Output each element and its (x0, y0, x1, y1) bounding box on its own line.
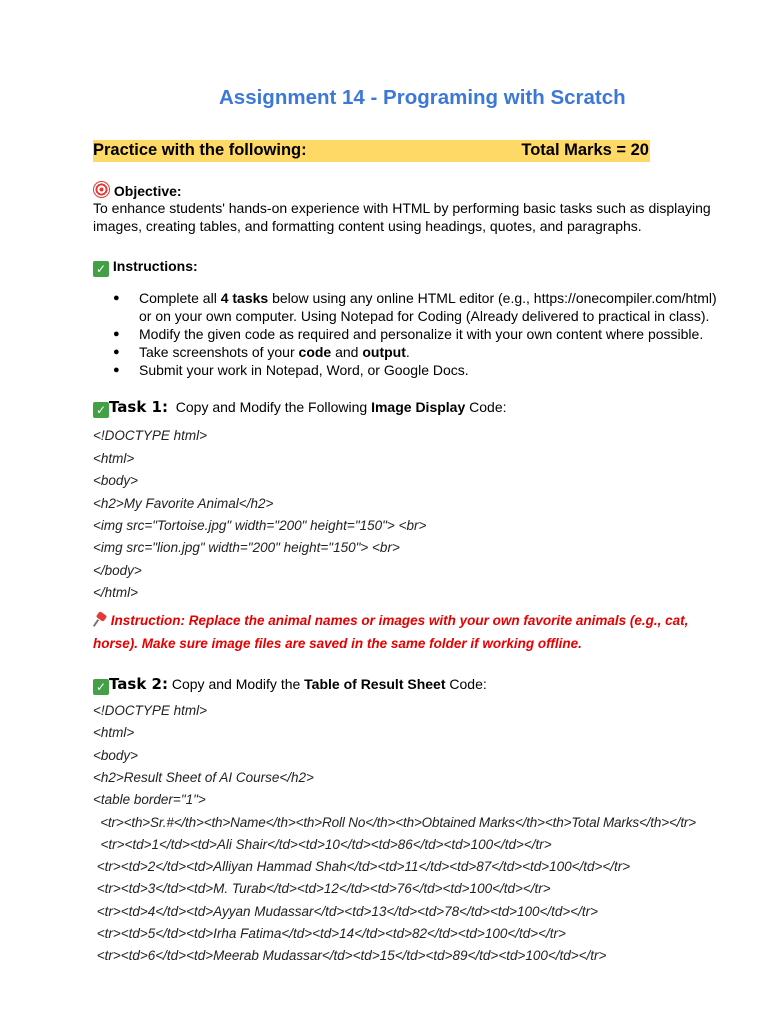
objective-heading-row (93, 181, 182, 200)
code-line: </html> (93, 585, 139, 600)
instructions-list (113, 289, 733, 379)
objective-line-2: images, creating tables, and formatting content using headings, quotes, and paragraphs. (93, 218, 642, 234)
list-item (113, 343, 733, 361)
pushpin-icon (93, 613, 107, 627)
item-text: Complete all (139, 290, 221, 306)
code-line: <!DOCTYPE html> (93, 428, 208, 443)
instructions-heading-row (93, 257, 198, 277)
code-line: </body> (93, 563, 142, 578)
item-bold: code (298, 344, 332, 360)
item-text: below using any online HTML editor (e.g., https://onecompiler.com/html) (268, 290, 717, 306)
practice-label: Practice with the following: (93, 141, 307, 159)
code-line: <tr><td>5</td><td>Irha Fatima</td><td>14</td><td>82</td><td>100</td></tr> (93, 926, 566, 941)
instruction-text: horse). Make sure image files are saved in the same folder if working offline. (93, 636, 582, 651)
code-line: <body> (93, 473, 139, 488)
item-bold: 4 tasks (220, 290, 269, 306)
item-bold: output (362, 344, 406, 360)
task1-text: Code: (465, 399, 507, 415)
page-title: Assignment 14 - Programing with Scratch (219, 86, 626, 109)
instructions-heading: Instructions: (112, 258, 198, 274)
objective-heading: Objective: (113, 183, 182, 199)
task2-heading (93, 675, 487, 695)
item-text: Modify the given code as required and personalize it with your own content where possible. (139, 326, 704, 342)
code-line: <tr><td>1</td><td>Ali Shair</td><td>10</td><td>86</td><td>100</td></tr> (93, 837, 552, 852)
target-icon (93, 181, 110, 198)
task1-heading (93, 398, 507, 418)
task1-bold: Image Display (371, 399, 466, 415)
list-item (113, 361, 733, 379)
code-line: <tr><td>4</td><td>Ayyan Mudassar</td><td>13</td><td>78</td><td>100</td></tr> (93, 904, 599, 919)
code-line: <body> (93, 748, 139, 763)
check-icon: ✓ (93, 261, 109, 277)
task2-text: Code: (445, 676, 487, 692)
code-line: <img src="lion.jpg" width="200" height="150"> <br> (93, 540, 400, 555)
task1-instruction (93, 609, 733, 655)
code-line: <!DOCTYPE html> (93, 703, 208, 718)
code-line: <h2>Result Sheet of AI Course</h2> (93, 770, 314, 785)
item-text: or on your own computer. Using Notepad for Coding (Already delivered to practical in class). (139, 308, 710, 324)
total-marks: Total Marks = 20 (521, 141, 649, 159)
code-line: <html> (93, 451, 135, 466)
task1-text: Copy and Modify the Following (175, 399, 372, 415)
practice-banner (93, 140, 650, 162)
code-line: <h2>My Favorite Animal</h2> (93, 496, 274, 511)
item-text: Submit your work in Notepad, Word, or Google Docs. (139, 362, 469, 378)
task2-bold: Table of Result Sheet (304, 676, 446, 692)
code-line: <html> (93, 725, 135, 740)
code-line: <img src="Tortoise.jpg" width="200" height="150"> <br> (93, 518, 427, 533)
item-text: Take screenshots of your (139, 344, 299, 360)
task1-label: Task 1: (109, 398, 168, 416)
code-line: <tr><td>2</td><td>Alliyan Hammad Shah</td><td>11</td><td>87</td><td>100</td></tr> (93, 859, 631, 874)
task2-label: Task 2: (109, 675, 168, 693)
code-line: <tr><td>3</td><td>M. Turab</td><td>12</td><td>76</td><td>100</td></tr> (93, 881, 551, 896)
check-icon: ✓ (93, 402, 109, 418)
instruction-text: Instruction: Replace the animal names or images with your own favorite animals (e.g., cat, (110, 613, 689, 628)
check-icon: ✓ (93, 679, 109, 695)
code-line: <tr><th>Sr.#</th><th>Name</th><th>Roll No</th><th>Obtained Marks</th><th>Total Marks</th></tr> (93, 815, 696, 830)
list-item (113, 289, 733, 325)
objective-line-1: To enhance students' hands-on experience with HTML by performing basic tasks such as displaying (93, 200, 711, 216)
code-line: <table border="1"> (93, 792, 206, 807)
code-line: <tr><td>6</td><td>Meerab Mudassar</td><td>15</td><td>89</td><td>100</td></tr> (93, 948, 607, 963)
item-text: and (331, 344, 363, 360)
list-item (113, 325, 733, 343)
task2-text: Copy and Modify the (171, 676, 305, 692)
item-text: . (405, 344, 410, 360)
